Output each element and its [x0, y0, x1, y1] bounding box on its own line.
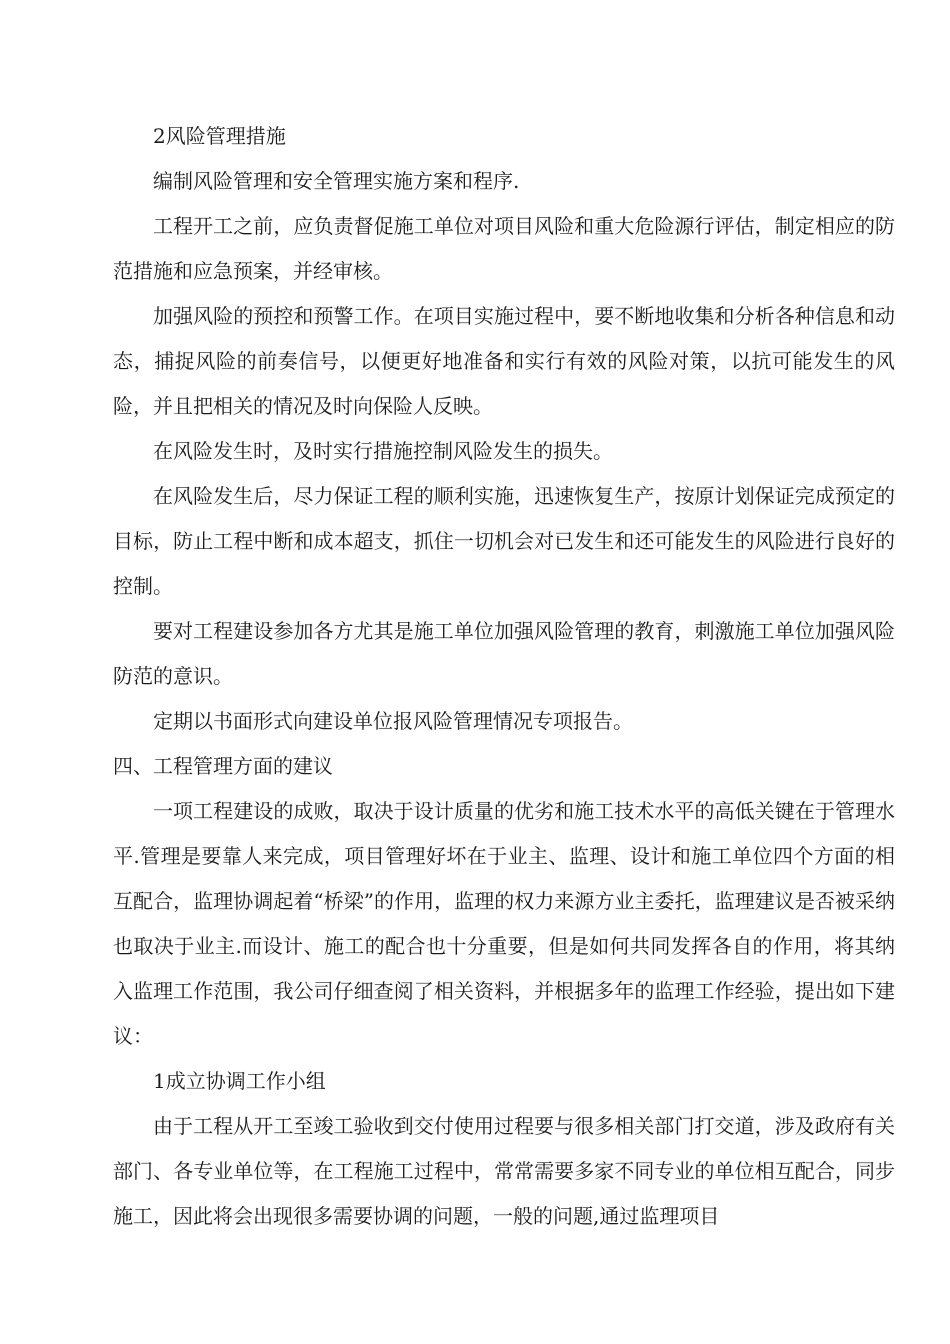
paragraph: 在风险发生后，尽力保证工程的顺利实施，迅速恢复生产，按原计划保证完成预定的目标，防止工程中断和成本超支，抓住一切机会对已发生和还可能发生的风险进行良好的控制。	[113, 484, 895, 598]
section-heading-risk-measures: 2风险管理措施	[153, 124, 286, 148]
section-heading-coordination-group: 1成立协调工作小组	[153, 1069, 326, 1093]
paragraph: 编制风险管理和安全管理实施方案和程序.	[153, 169, 520, 193]
paragraph: 由于工程从开工至竣工验收到交付使用过程要与很多相关部门打交道，涉及政府有关部门、各专业单位等，在工程施工过程中，常常需要多家不同专业的单位相互配合，同步施工，因此将会出现很多需要协调的问题，一般的问题,通过监理项目	[113, 1114, 895, 1228]
document-body	[113, 114, 895, 1239]
paragraph: 工程开工之前，应负责督促施工单位对项目风险和重大危险源行评估，制定相应的防范措施和应急预案，并经审核。	[113, 214, 895, 283]
paragraph: 要对工程建设参加各方尤其是施工单位加强风险管理的教育，刺激施工单位加强风险防范的意识。	[113, 619, 895, 688]
chapter-heading-management-suggestions: 四、工程管理方面的建议	[113, 754, 333, 778]
paragraph: 在风险发生时，及时实行措施控制风险发生的损失。	[153, 439, 613, 463]
paragraph: 定期以书面形式向建设单位报风险管理情况专项报告。	[153, 709, 633, 733]
paragraph: 一项工程建设的成败，取决于设计质量的优劣和施工技术水平的高低关键在于管理水平.管理是要靠人来完成，项目管理好坏在于业主、监理、设计和施工单位四个方面的相互配合，监理协调起着“桥梁”的作用，监理的权力来源方业主委托，监理建议是否被采纳也取决于业主.而设计、施工的配合也十分重要，但是如何共同发挥各自的作用，将其纳入监理工作范围，我公司仔细查阅了相关资料，并根据多年的监理工作经验，提出如下建议：	[113, 799, 895, 1048]
paragraph: 加强风险的预控和预警工作。在项目实施过程中，要不断地收集和分析各种信息和动态，捕捉风险的前奏信号，以便更好地准备和实行有效的风险对策，以抗可能发生的风险，并且把相关的情况及时向保险人反映。	[113, 304, 895, 418]
